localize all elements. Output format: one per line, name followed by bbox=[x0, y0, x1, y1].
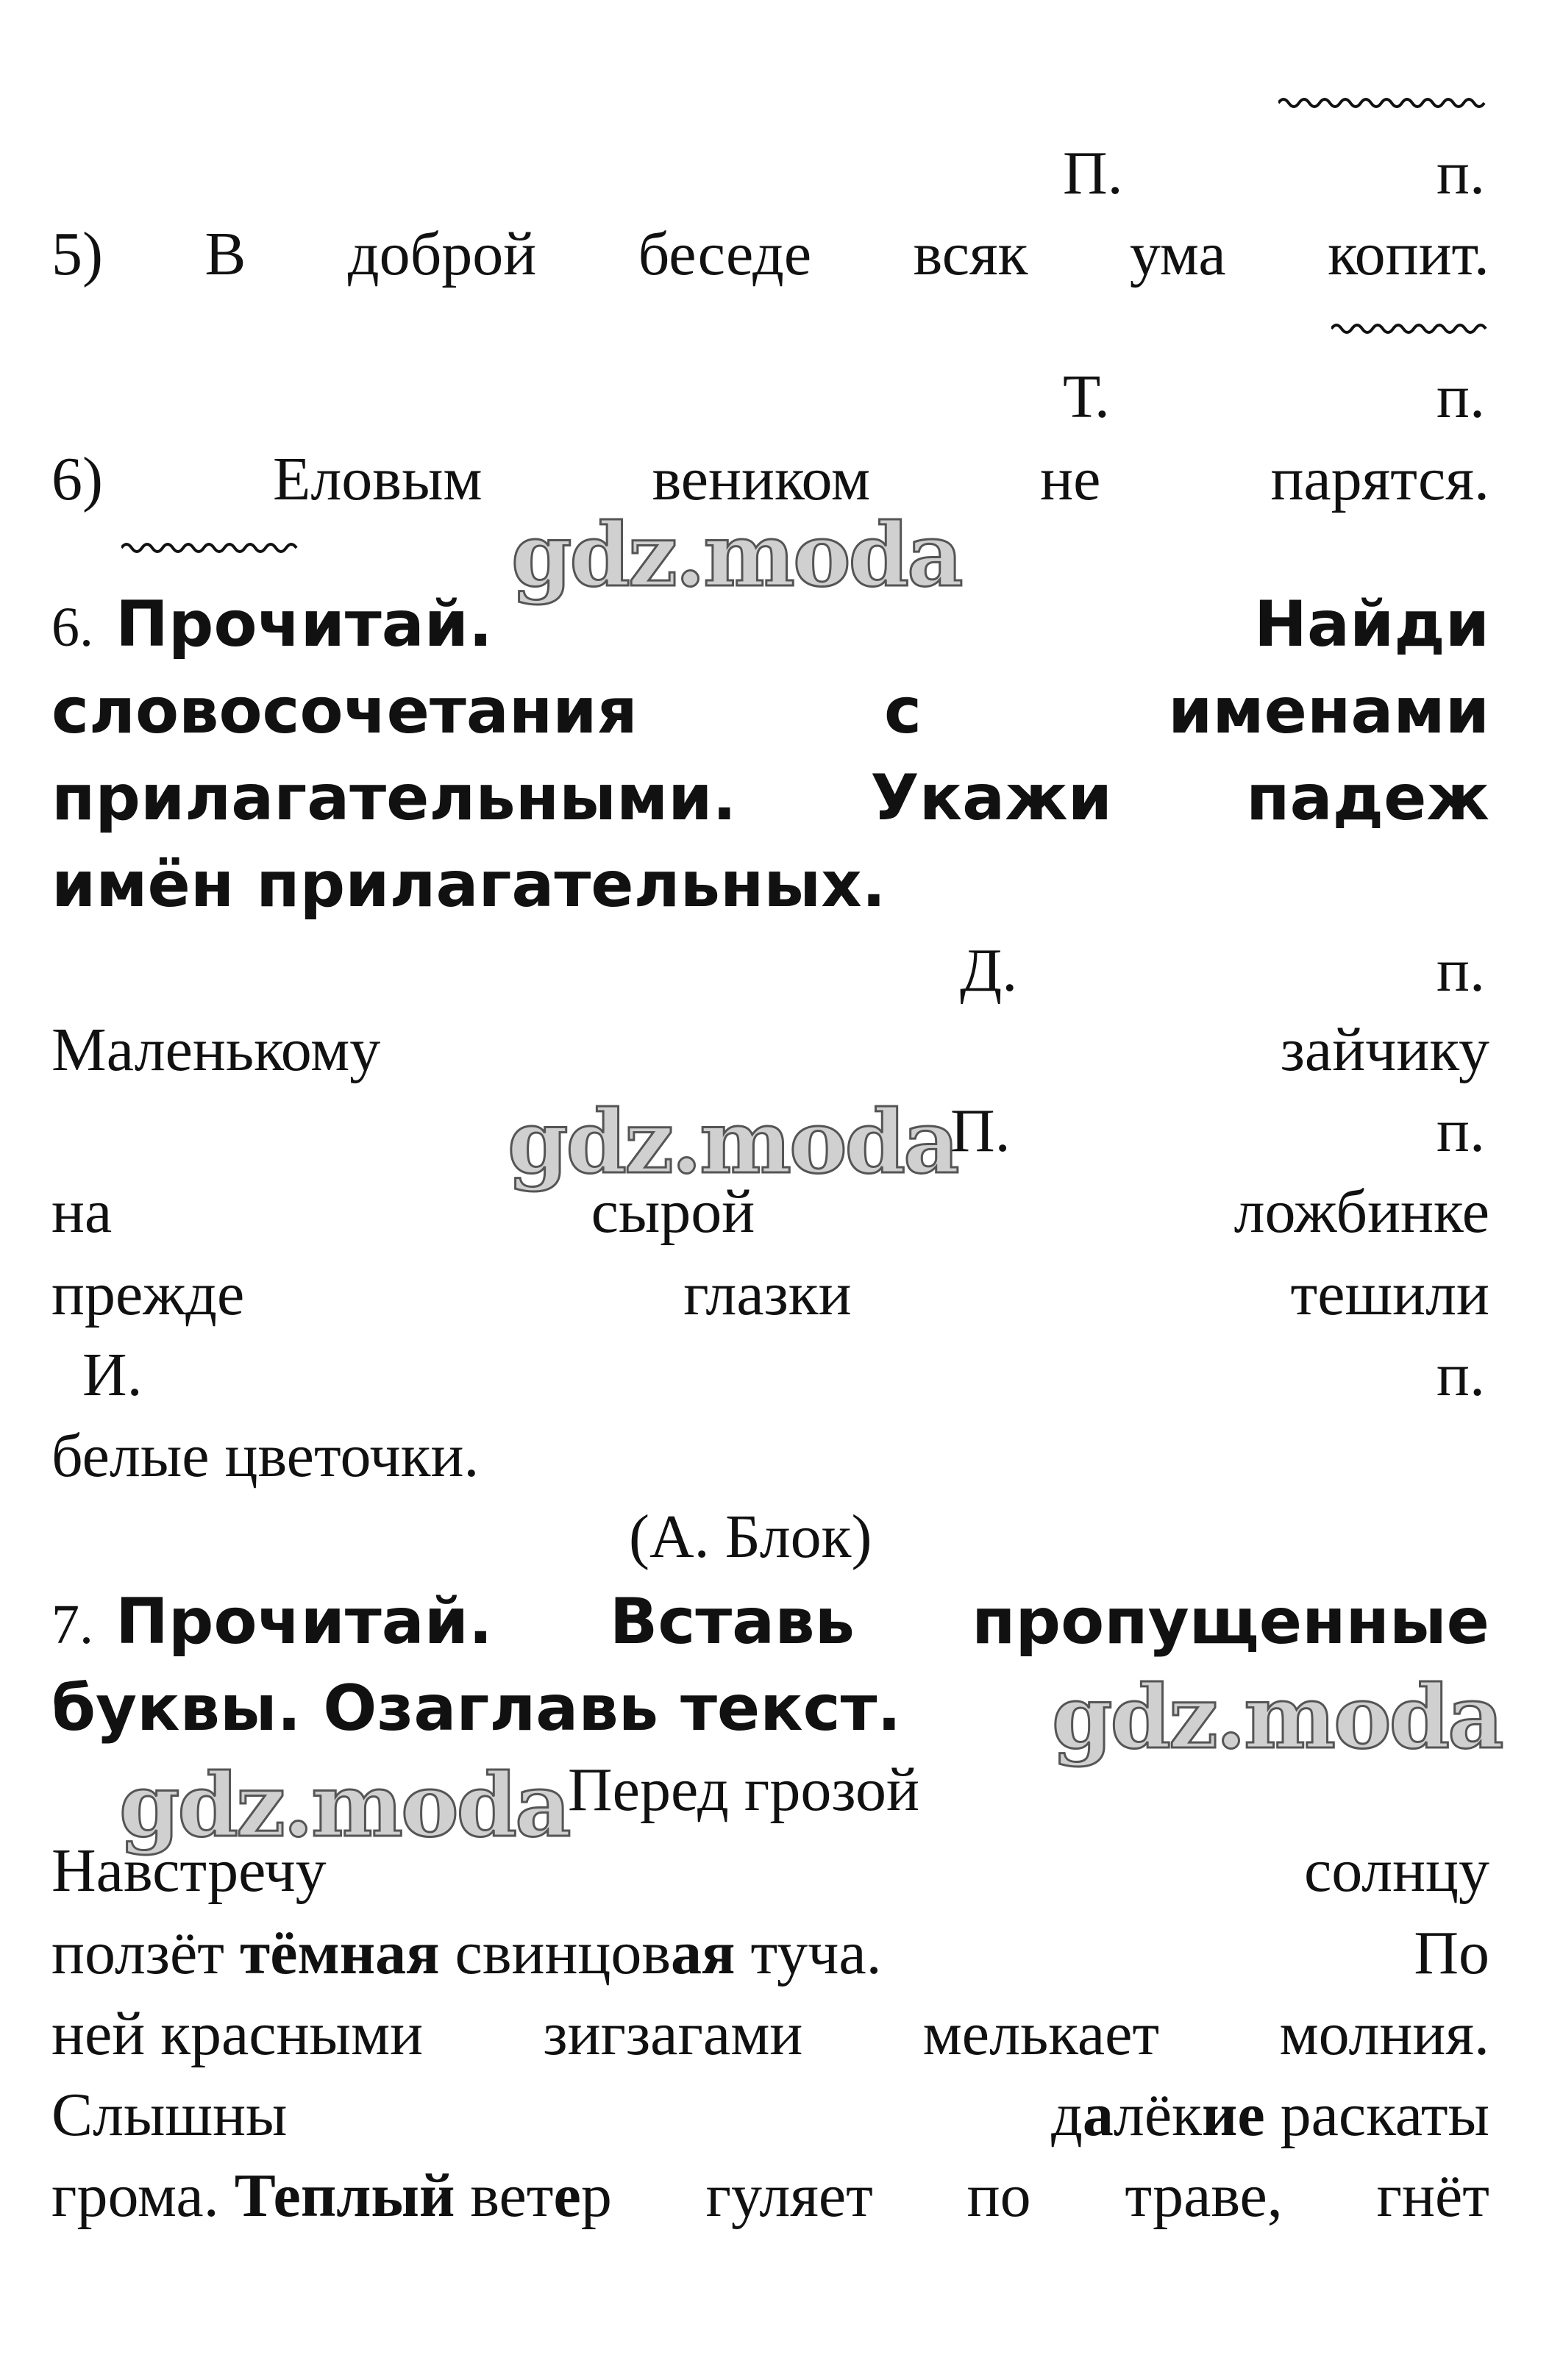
text-segment: раскаты bbox=[1264, 2081, 1489, 2149]
filled-letters: ие bbox=[1201, 2081, 1265, 2149]
heading-word: пропущенные bbox=[972, 1585, 1489, 1658]
text-segment: вет bbox=[455, 2162, 554, 2230]
case-label: П. bbox=[950, 1097, 1011, 1165]
heading-word: с bbox=[883, 674, 922, 748]
text-title: Перед грозой bbox=[568, 1756, 919, 1824]
word: молния. bbox=[1279, 2000, 1489, 2068]
word: копит. bbox=[1328, 220, 1489, 288]
author: (А. Блок) bbox=[629, 1503, 872, 1571]
word: по bbox=[966, 2162, 1031, 2230]
wavy-underline-2 bbox=[1331, 318, 1493, 340]
word: парятся. bbox=[1270, 445, 1489, 513]
exercise-7-heading-line2: буквы. Озаглавь текст. bbox=[51, 1672, 902, 1745]
exercise-number: 6. bbox=[51, 596, 93, 658]
text-segment: лёк bbox=[1113, 2081, 1202, 2149]
filled-letters: ая bbox=[671, 1919, 736, 1987]
watermark: gdz.moda bbox=[511, 504, 961, 606]
word: ложбинке bbox=[1233, 1177, 1489, 1246]
word: В bbox=[204, 220, 246, 288]
word: ней красными bbox=[51, 2000, 424, 2068]
poem-line-3 bbox=[51, 1258, 1489, 1331]
case-label: И. bbox=[82, 1341, 143, 1409]
wavy-underline-3 bbox=[121, 537, 305, 559]
case-label: п. bbox=[1436, 139, 1485, 207]
heading-word: словосочетания bbox=[51, 674, 638, 748]
word: тешили bbox=[1290, 1260, 1489, 1328]
text-segment: грома. bbox=[51, 2162, 235, 2230]
text-segment: р bbox=[580, 2162, 612, 2230]
word: 5) bbox=[51, 220, 103, 288]
word: прежде bbox=[51, 1260, 245, 1328]
text-line-4 bbox=[51, 2078, 1489, 2152]
word: Навстречу bbox=[51, 1836, 327, 1905]
word: доброй bbox=[347, 220, 537, 288]
word: ума bbox=[1129, 220, 1226, 288]
text-line-5 bbox=[51, 2159, 1489, 2233]
heading-word: прилагательными. bbox=[51, 761, 737, 835]
text-segment: д bbox=[1051, 2081, 1083, 2149]
case-label: п. bbox=[1436, 1097, 1485, 1165]
poem-line-1 bbox=[51, 1013, 1489, 1087]
text-segment: свинцов bbox=[439, 1919, 672, 1987]
poem-line-2 bbox=[51, 1175, 1489, 1249]
word: Слышны bbox=[51, 2081, 288, 2149]
word: беседе bbox=[638, 220, 812, 288]
word: Еловым bbox=[273, 445, 483, 513]
watermark: gdz.moda bbox=[1052, 1666, 1502, 1768]
word: траве, bbox=[1125, 2162, 1283, 2230]
word: всяк bbox=[913, 220, 1028, 288]
word: веником bbox=[652, 445, 871, 513]
word: глазки bbox=[683, 1260, 852, 1328]
filled-letters: е bbox=[553, 2162, 581, 2230]
text-segment: ползёт bbox=[51, 1919, 240, 1987]
word: Маленькому bbox=[51, 1016, 381, 1084]
exercise-7-heading-line1 bbox=[51, 1578, 1489, 1668]
exercise-number: 7. bbox=[51, 1594, 93, 1656]
case-label: Т. bbox=[1063, 363, 1110, 431]
heading-word: Вставь bbox=[609, 1585, 855, 1658]
heading-word: Укажи bbox=[870, 761, 1112, 835]
case-label: п. bbox=[1436, 363, 1485, 431]
heading-word: Прочитай. bbox=[115, 588, 493, 661]
exercise-6-heading-line3 bbox=[51, 755, 1489, 841]
word: зигзагами bbox=[543, 2000, 803, 2068]
text-segment: туча. bbox=[735, 1919, 882, 1987]
case-label: п. bbox=[1436, 936, 1485, 1005]
word: 6) bbox=[51, 445, 103, 513]
word: гуляет bbox=[705, 2162, 873, 2230]
heading-word: именами bbox=[1168, 674, 1489, 748]
word: зайчику bbox=[1280, 1016, 1489, 1084]
case-label: Д. bbox=[960, 936, 1018, 1005]
heading-word: Найди bbox=[1254, 588, 1489, 661]
sentence-5 bbox=[51, 218, 1489, 291]
word: гнёт bbox=[1376, 2162, 1489, 2230]
case-label: п. bbox=[1436, 1341, 1485, 1409]
word: По bbox=[1414, 1919, 1489, 1987]
word: сырой bbox=[591, 1177, 755, 1246]
filled-word: Теплый bbox=[234, 2162, 455, 2230]
text-line-2 bbox=[51, 1917, 1489, 1990]
poem-line-4: белые цветочки. bbox=[51, 1422, 480, 1490]
word: не bbox=[1040, 445, 1101, 513]
exercise-6-heading-line4 bbox=[51, 841, 1489, 928]
word: мелькает bbox=[922, 2000, 1160, 2068]
filled-letters: а bbox=[1082, 2081, 1114, 2149]
wavy-underline-1 bbox=[1278, 92, 1492, 114]
watermark: gdz.moda bbox=[119, 1754, 569, 1856]
heading-word: имён прилагательных. bbox=[51, 848, 886, 922]
filled-word: тёмная bbox=[239, 1919, 440, 1987]
heading-word: падеж bbox=[1246, 761, 1489, 835]
exercise-6-heading-line2 bbox=[51, 668, 1489, 755]
watermark: gdz.moda bbox=[508, 1091, 958, 1193]
heading-word: Прочитай. bbox=[115, 1585, 493, 1658]
exercise-6-heading-line1 bbox=[51, 581, 1489, 671]
text-line-3 bbox=[51, 1998, 1489, 2071]
word: солнцу bbox=[1304, 1836, 1489, 1905]
case-label: П. bbox=[1063, 139, 1123, 207]
text-line-1 bbox=[51, 1834, 1489, 1908]
word: на bbox=[51, 1177, 113, 1246]
